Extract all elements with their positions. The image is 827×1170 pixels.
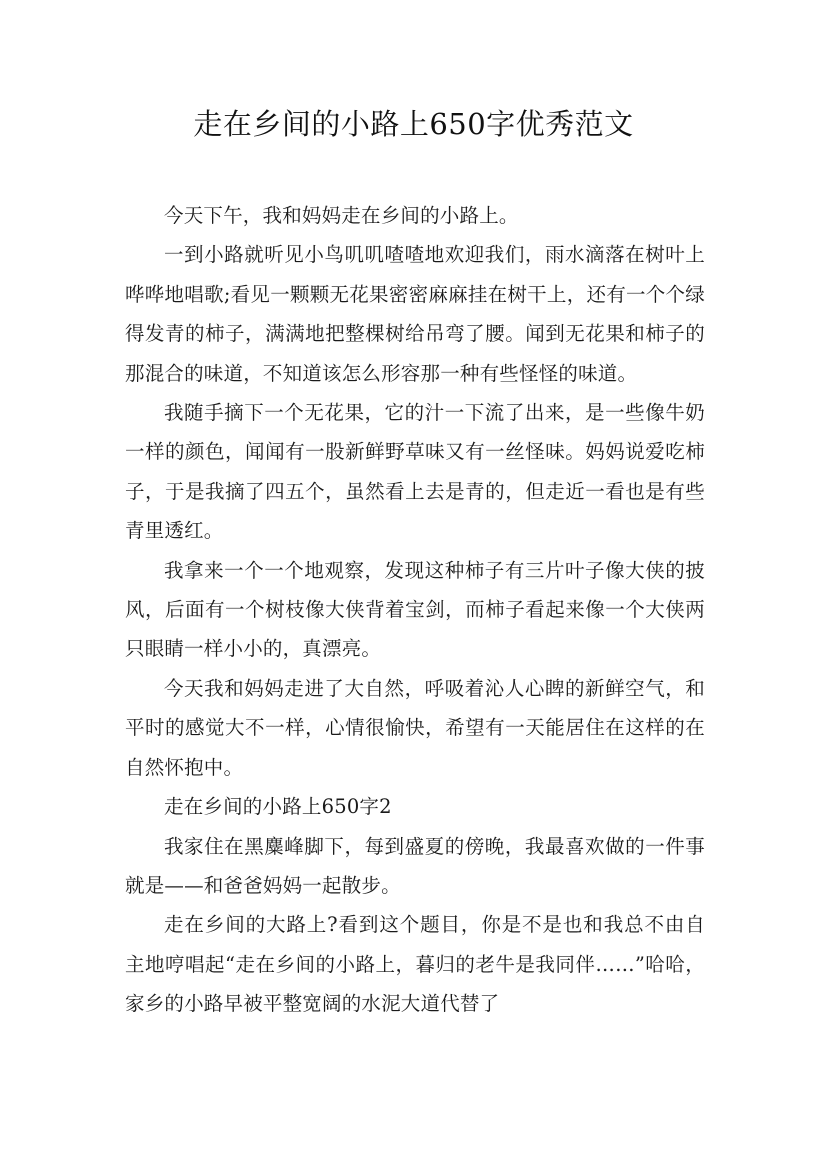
paragraph: 我家住在黑麋峰脚下，每到盛夏的傍晚，我最喜欢做的一件事就是——和爸爸妈妈一起散步。 [125,834,705,897]
section-heading: 走在乡间的小路上650字2 [164,795,392,819]
paragraph: 我随手摘下一个无花果，它的汁一下流了出来，是一些像牛奶一样的颜色，闻闻有一股新鲜野草味又有一丝怪味。妈妈说爱吃柿子，于是我摘了四五个，虽然看上去是青的，但走近一看也是有些青里透红。 [125,401,705,543]
paragraph: 走在乡间的大路上?看到这个题目，你是不是也和我总不由自主地哼唱起“走在乡间的小路上，暮归的老牛是我同伴……”哈哈，家乡的小路早被平整宽阔的水泥大道代替了 [125,913,705,1016]
paragraph: 一到小路就听见小鸟叽叽喳喳地欢迎我们，雨水滴落在树叶上哗哗地唱歌;看见一颗颗无花果密密麻麻挂在树干上，还有一个个绿得发青的柿子，满满地把整棵树给吊弯了腰。闻到无花果和柿子的那混合的味道，不知道该怎么形容那一种有些怪怪的味道。 [125,243,705,385]
paragraph: 今天我和妈妈走进了大自然，呼吸着沁人心睥的新鲜空气，和平时的感觉大不一样，心情很愉快，希望有一天能居住在这样的在自然怀抱中。 [125,676,705,779]
paragraph: 今天下午，我和妈妈走在乡间的小路上。 [164,204,519,227]
document-body [125,196,705,1024]
paragraph: 我拿来一个一个地观察，发现这种柿子有三片叶子像大侠的披风，后面有一个树枝像大侠背着宝剑，而柿子看起来像一个大侠两只眼睛一样小小的，真漂亮。 [125,558,705,661]
document-title: 走在乡间的小路上650字优秀范文 [193,107,634,141]
